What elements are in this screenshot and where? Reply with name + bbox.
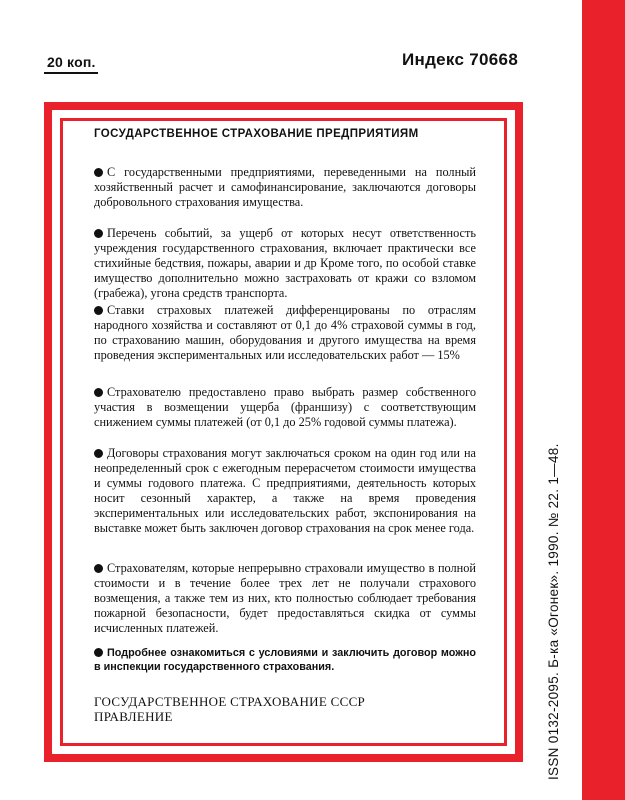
bullet-icon	[94, 648, 103, 657]
bullet-icon	[94, 306, 103, 315]
signature-line-1: ГОСУДАРСТВЕННОЕ СТРАХОВАНИЕ СССР	[94, 694, 366, 709]
price-label: 20 коп.	[47, 54, 96, 70]
bullet-icon	[94, 168, 103, 177]
index-label: Индекс 70668	[402, 50, 519, 69]
bullet-icon	[94, 388, 103, 397]
paragraph	[94, 561, 476, 636]
issn-imprint: ISSN 0132-2095. Б-ка «Огонек». 1990. № 22. 1—48.	[546, 443, 561, 780]
bullet-icon	[94, 564, 103, 573]
paragraph-text: Договоры страхования могут заключаться сроком на один год или на неопределенный срок с ежегодным перерасчетом стоимости имущества и суммы годового платежа. С предприятиями, деятельность которых носит сезонный характер, а также на время проведения экспериментальных или исследовательских работ, экспонирования на выставке может быть заключен договор страхования на срок менее года.	[94, 446, 476, 535]
paragraph	[94, 385, 476, 430]
paragraph	[94, 165, 476, 210]
paragraph-closing	[94, 646, 476, 674]
paragraph	[94, 303, 476, 363]
signature-line-2: ПРАВЛЕНИЕ	[94, 709, 173, 724]
paragraph-text: С государственными предприятиями, переведенными на полный хозяйственный расчет и самофинансирование, заключаются договоры добровольного страхования имущества.	[94, 165, 476, 209]
price-underline	[44, 72, 98, 74]
red-edge-strip	[582, 0, 625, 800]
signature-block	[94, 694, 365, 724]
paragraph-text: Страхователям, которые непрерывно страховали имущество в полной стоимости и в течение более трех лет не получали страхового возмещения, а также тем из них, кто полностью соблюдает требования пожарной безопасности, будет предоставляться скидка от суммы исчисленных платежей.	[94, 561, 476, 635]
paragraph-text: Подробнее ознакомиться с условиями и заключить договор можно в инспекции государственного страхования.	[94, 647, 476, 673]
bullet-icon	[94, 449, 103, 458]
paragraph-text: Перечень событий, за ущерб от которых несут ответственность учреждения государственного страхования, включает практически все стихийные бедствия, пожары, аварии и др Кроме того, по особой ставке имущество дополнительно можно застраховать от кражи со взломом (грабежа), угона средств транспорта.	[94, 226, 476, 300]
notice-title: ГОСУДАРСТВЕННОЕ СТРАХОВАНИЕ ПРЕДПРИЯТИЯМ	[94, 128, 419, 140]
paragraph-text: Ставки страховых платежей дифференцированы по отраслям народного хозяйства и составляют от 0,1 до 4% страховой суммы в год, по страхованию машин, оборудования и другого имущества на время проведения экспериментальных или исследовательских работ — 15%	[94, 303, 476, 362]
bullet-icon	[94, 229, 103, 238]
paragraph	[94, 446, 476, 536]
paragraph	[94, 226, 476, 301]
paragraph-text: Страхователю предоставлено право выбрать размер собственного участия в возмещении ущерба (франшизу) с соответствующим снижением суммы платежей (от 0,1 до 25% годовой суммы платежа).	[94, 385, 476, 429]
